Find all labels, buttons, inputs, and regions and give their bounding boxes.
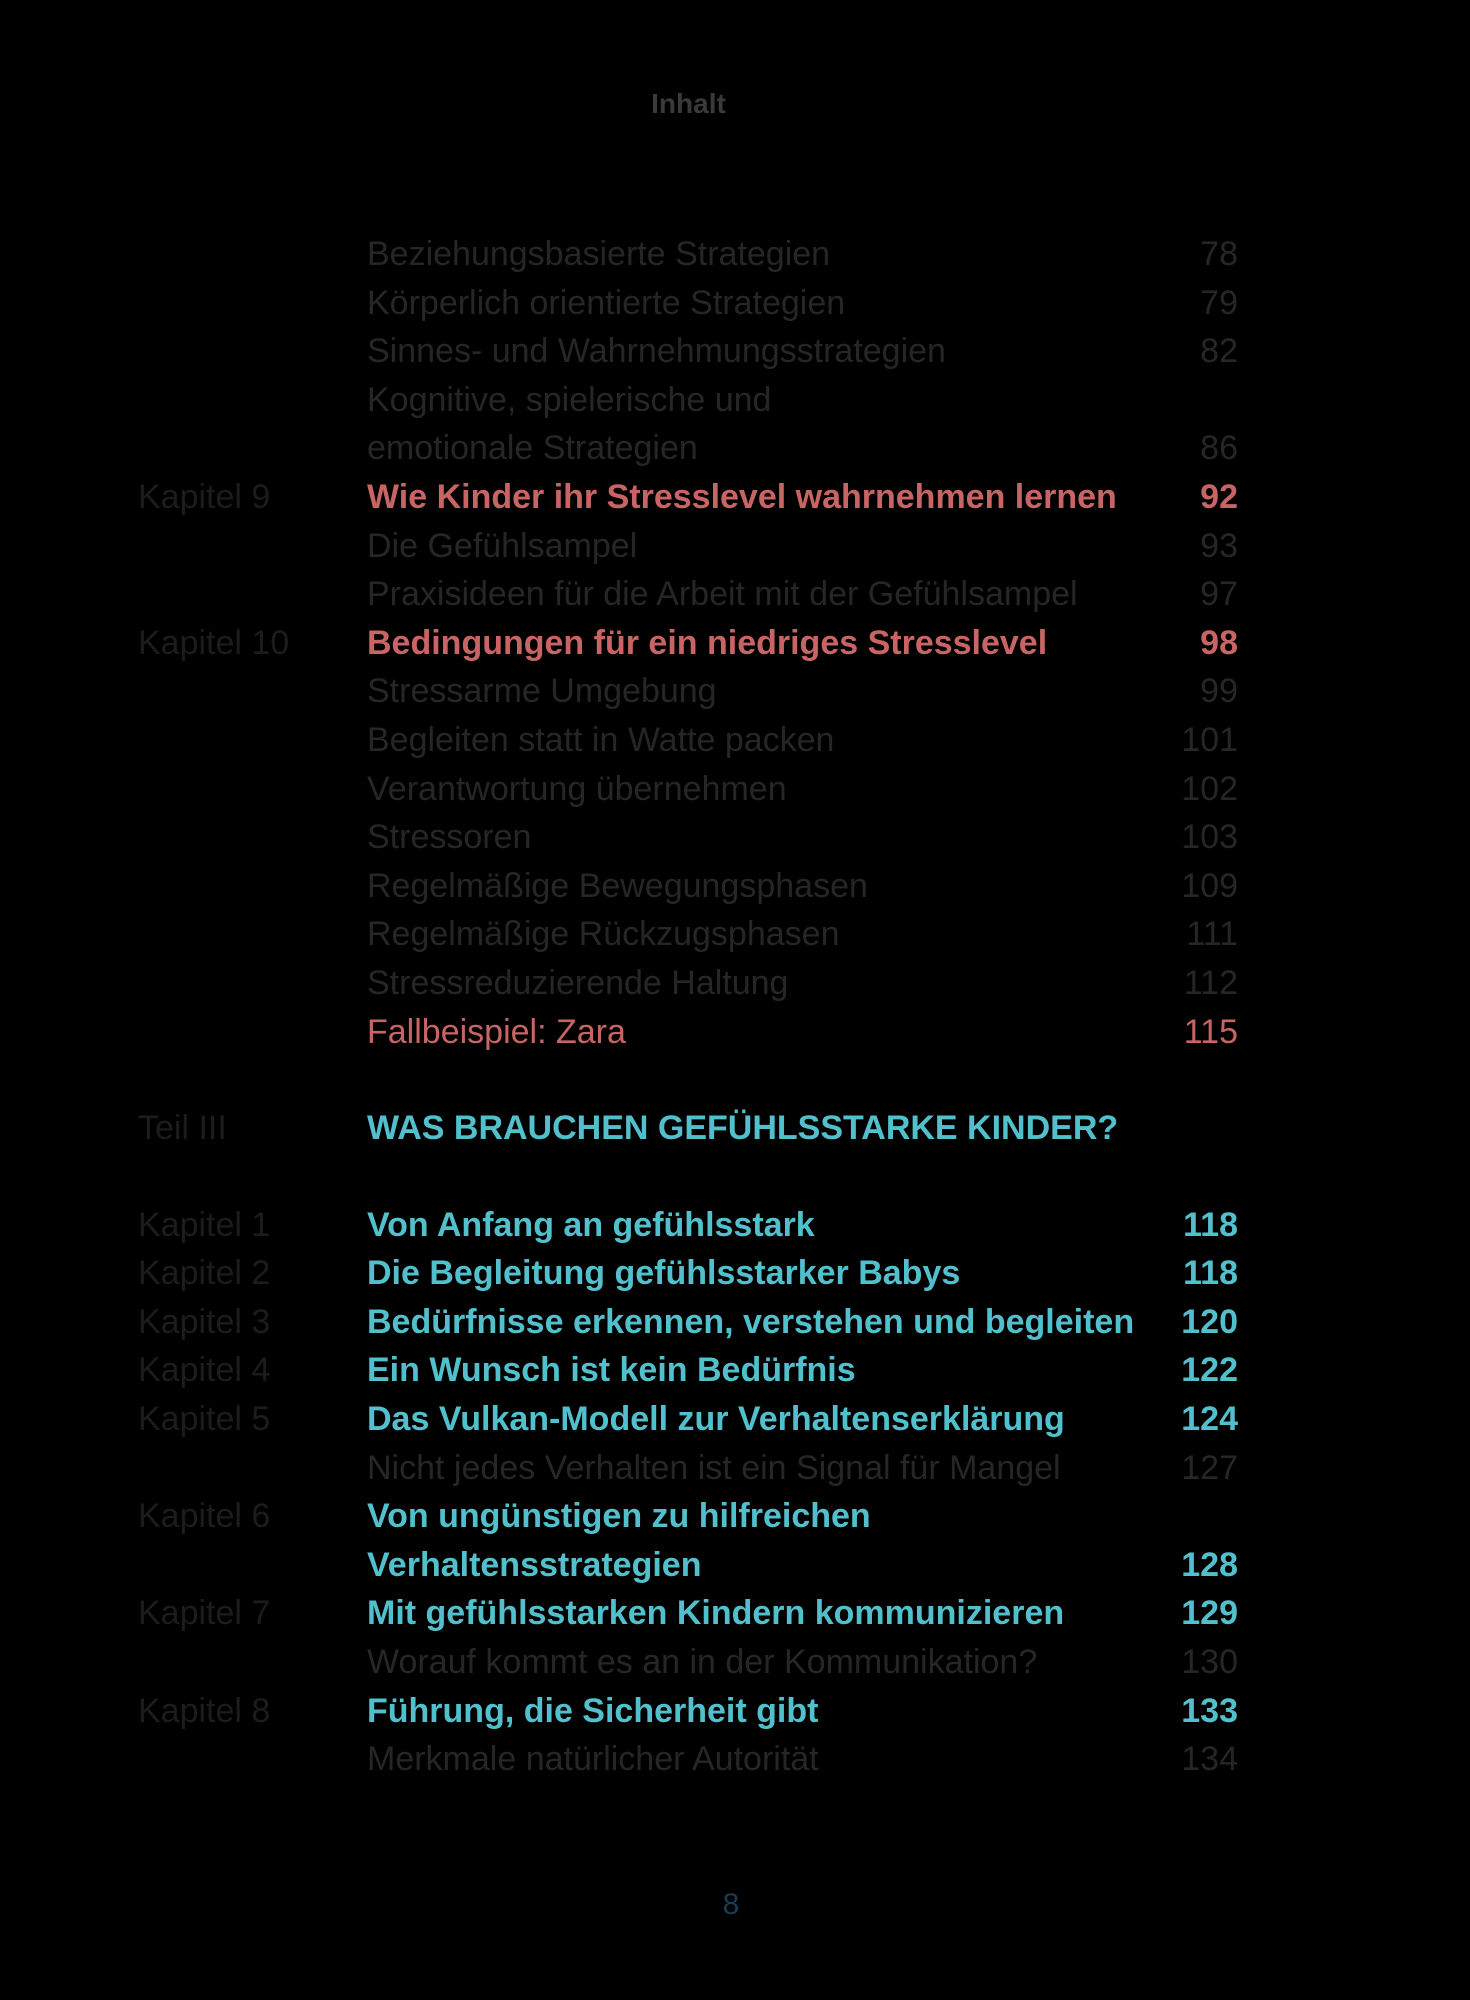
toc-entry[interactable] xyxy=(0,959,1470,1008)
toc-entry-label: Kapitel 2 xyxy=(138,1254,271,1293)
toc-entry-label: Kapitel 8 xyxy=(138,1691,271,1730)
toc-entry[interactable] xyxy=(0,1735,1470,1784)
toc-entry-page: 124 xyxy=(1181,1400,1238,1439)
toc-entry[interactable] xyxy=(0,1638,1470,1687)
toc-entry-title[interactable]: Bedürfnisse erkennen, verstehen und begleiten xyxy=(367,1302,1135,1341)
toc-entry-page: 102 xyxy=(1181,769,1238,808)
toc-entry-page: 93 xyxy=(1200,526,1238,565)
toc-entry[interactable] xyxy=(0,1249,1470,1298)
toc-entry[interactable] xyxy=(0,619,1470,668)
toc-entry-page: 134 xyxy=(1181,1740,1238,1779)
toc-entry[interactable] xyxy=(0,1201,1470,1250)
toc-entry-page: 133 xyxy=(1181,1691,1238,1730)
toc-entry[interactable] xyxy=(0,667,1470,716)
toc-entry-title[interactable]: Die Begleitung gefühlsstarker Babys xyxy=(367,1254,961,1293)
toc-entry-page: 86 xyxy=(1200,429,1238,468)
toc-entry-page: 103 xyxy=(1181,818,1238,857)
toc-entry-page: 78 xyxy=(1200,235,1238,273)
toc-entry-title[interactable]: Stressreduzierende Haltung xyxy=(367,963,789,1002)
toc-entry-title[interactable]: Führung, die Sicherheit gibt xyxy=(367,1691,819,1730)
toc-entry-label: Kapitel 7 xyxy=(138,1594,271,1633)
toc-entry[interactable] xyxy=(0,765,1470,814)
toc-entry-title[interactable]: Stressarme Umgebung xyxy=(367,672,717,711)
toc-entry-title[interactable]: Kognitive, spielerische und xyxy=(367,380,772,419)
toc-entry[interactable] xyxy=(0,230,1470,279)
toc-entry-title[interactable]: Worauf kommt es an in der Kommunikation? xyxy=(367,1643,1038,1682)
toc-entry[interactable] xyxy=(0,570,1470,619)
toc-entry-label: Teil III xyxy=(138,1109,227,1148)
toc-entry-title[interactable]: Regelmäßige Rückzugsphasen xyxy=(367,915,840,954)
toc-entry-label: Kapitel 3 xyxy=(138,1302,271,1341)
toc-entry-label: Kapitel 6 xyxy=(138,1497,271,1536)
toc-entry-page: 99 xyxy=(1200,672,1238,711)
toc-entry[interactable] xyxy=(0,1008,1470,1057)
toc-entry-label: Kapitel 10 xyxy=(138,623,290,662)
toc-entry-page: 128 xyxy=(1181,1545,1238,1584)
toc-entry[interactable] xyxy=(0,376,1470,425)
toc-entry-title[interactable]: Bedingungen für ein niedriges Stresslevel xyxy=(367,623,1048,662)
toc-entry-page: 98 xyxy=(1200,623,1238,662)
toc-entry[interactable] xyxy=(0,1395,1470,1444)
toc-entry-title[interactable]: Verantwortung übernehmen xyxy=(367,769,787,808)
toc-entry[interactable] xyxy=(0,473,1470,522)
toc-entry-title[interactable]: Sinnes- und Wahrnehmungsstrategien xyxy=(367,332,946,371)
toc-entry-title[interactable]: Mit gefühlsstarken Kindern kommunizieren xyxy=(367,1594,1065,1633)
toc-entry-title[interactable]: Körperlich orientierte Strategien xyxy=(367,283,846,322)
toc-entry-page: 111 xyxy=(1186,915,1238,954)
toc-entry-title[interactable]: Merkmale natürlicher Autorität xyxy=(367,1740,819,1779)
toc-entry-title[interactable]: emotionale Strategien xyxy=(367,429,698,468)
toc-entry-page: 115 xyxy=(1183,1012,1238,1051)
toc-entry-page: 82 xyxy=(1200,332,1238,371)
toc-entry[interactable] xyxy=(0,327,1470,376)
toc-entry[interactable] xyxy=(0,1541,1470,1590)
toc-entry[interactable] xyxy=(0,1346,1470,1395)
toc-entry-page: 129 xyxy=(1181,1594,1238,1633)
toc-entry[interactable] xyxy=(0,716,1470,765)
toc-entry-title[interactable]: Beziehungsbasierte Strategien xyxy=(367,235,831,273)
toc-entry-title[interactable]: Nicht jedes Verhalten ist ein Signal für Mangel xyxy=(367,1448,1061,1487)
toc-entry[interactable] xyxy=(0,424,1470,473)
toc-entry-title[interactable]: Wie Kinder ihr Stresslevel wahrnehmen lernen xyxy=(367,477,1117,516)
toc-entry[interactable] xyxy=(0,1444,1470,1493)
toc-entry[interactable] xyxy=(0,862,1470,911)
toc-entry-label: Kapitel 5 xyxy=(138,1400,271,1439)
toc-entry-label: Kapitel 1 xyxy=(138,1205,271,1244)
toc-entry-page: 118 xyxy=(1183,1254,1238,1293)
toc-entry-title[interactable]: Verhaltensstrategien xyxy=(367,1545,702,1584)
toc-entry-title[interactable]: Begleiten statt in Watte packen xyxy=(367,720,835,759)
toc-entry-title[interactable]: Die Gefühlsampel xyxy=(367,526,638,565)
toc-entry-title[interactable]: Stressoren xyxy=(367,818,532,857)
page-header-title: Inhalt xyxy=(651,88,726,119)
toc-entry-page: 118 xyxy=(1183,1205,1238,1244)
toc-entry-page: 97 xyxy=(1200,575,1238,614)
toc-entry-page: 92 xyxy=(1200,477,1238,516)
toc-entry-label: Kapitel 9 xyxy=(138,477,271,516)
toc-entry[interactable] xyxy=(0,1298,1470,1347)
toc-entry[interactable] xyxy=(0,1104,1470,1153)
toc-entry-page: 127 xyxy=(1181,1448,1238,1487)
toc-entry-page: 109 xyxy=(1181,866,1238,905)
toc-entry-title[interactable]: Regelmäßige Bewegungsphasen xyxy=(367,866,868,905)
toc-entry-page: 79 xyxy=(1200,283,1238,322)
table-of-contents xyxy=(0,230,1470,1784)
toc-entry-page: 112 xyxy=(1183,963,1238,1002)
toc-entry-title[interactable]: WAS BRAUCHEN GEFÜHLSSTARKE KINDER? xyxy=(367,1109,1119,1148)
toc-entry-page: 101 xyxy=(1181,720,1238,759)
toc-entry-title[interactable]: Ein Wunsch ist kein Bedürfnis xyxy=(367,1351,856,1390)
toc-entry[interactable] xyxy=(0,1589,1470,1638)
toc-entry[interactable] xyxy=(0,813,1470,862)
toc-entry[interactable] xyxy=(0,279,1470,328)
toc-entry[interactable] xyxy=(0,522,1470,571)
page-number: 8 xyxy=(722,1888,740,1921)
toc-entry-title[interactable]: Von ungünstigen zu hilfreichen xyxy=(367,1497,871,1536)
toc-entry-title[interactable]: Fallbeispiel: Zara xyxy=(367,1012,626,1051)
toc-entry[interactable] xyxy=(0,910,1470,959)
toc-entry[interactable] xyxy=(0,1687,1470,1736)
toc-entry-title[interactable]: Von Anfang an gefühlsstark xyxy=(367,1205,815,1244)
toc-entry-label: Kapitel 4 xyxy=(138,1351,271,1390)
toc-entry-title[interactable]: Das Vulkan-Modell zur Verhaltenserklärung xyxy=(367,1400,1065,1439)
toc-entry-title[interactable]: Praxisideen für die Arbeit mit der Gefühlsampel xyxy=(367,575,1078,614)
toc-entry-page: 122 xyxy=(1181,1351,1238,1390)
toc-entry-page: 120 xyxy=(1181,1302,1238,1341)
toc-entry-page: 130 xyxy=(1181,1643,1238,1682)
toc-entry[interactable] xyxy=(0,1492,1470,1541)
